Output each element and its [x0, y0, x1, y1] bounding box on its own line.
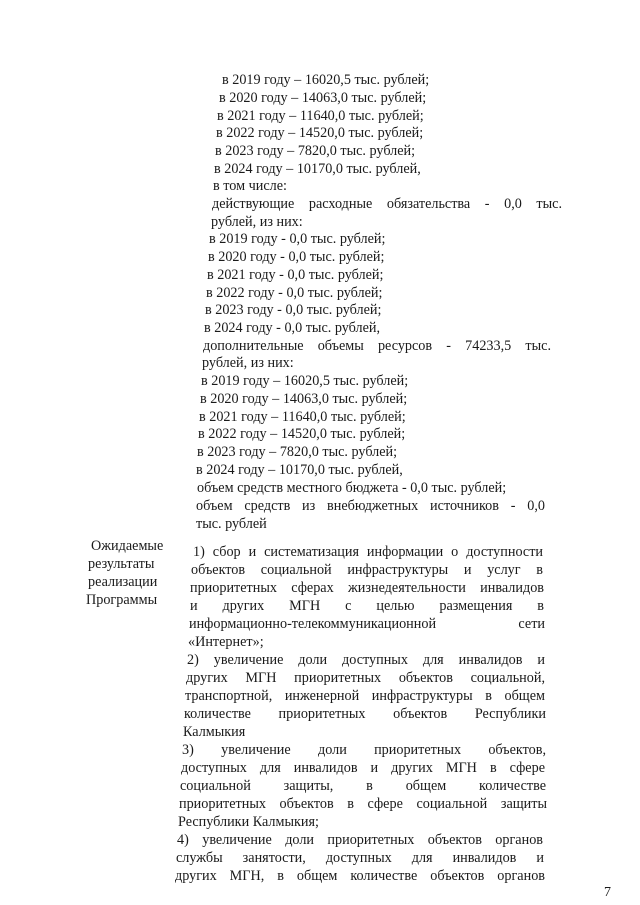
results-text-line: и других МГН с целью размещения в — [190, 598, 544, 614]
results-text-line: социальной защиты, в общем количестве — [180, 778, 546, 794]
section-label-line: Программы — [86, 592, 158, 608]
page-number: 7 — [604, 885, 611, 900]
funding-text-line: в 2020 году – 14063,0 тыс. рублей; — [200, 391, 408, 407]
funding-text-line: рублей, из них: — [211, 214, 303, 230]
results-text-line: объектов социальной инфраструктуры и услуг в — [191, 562, 543, 578]
funding-text-line: в том числе: — [213, 178, 287, 194]
funding-text-line: в 2022 году – 14520,0 тыс. рублей; — [198, 426, 406, 442]
results-text-line: других МГН приоритетных объектов социальной, — [186, 670, 545, 686]
results-text-line: приоритетных объектов в сфере социальной защиты — [179, 796, 547, 812]
funding-text-line: в 2022 году – 14520,0 тыс. рублей; — [216, 125, 424, 141]
section-label-line: результаты — [88, 556, 155, 572]
results-text-line: информационно-телекоммуникационной сети — [189, 616, 545, 632]
results-text-line: Республики Калмыкия; — [178, 814, 319, 830]
funding-text-line: в 2023 году – 7820,0 тыс. рублей; — [215, 143, 416, 159]
results-text-line: количестве приоритетных объектов Республики — [184, 706, 546, 722]
results-text-line: транспортной, инженерной инфраструктуры в общем — [185, 688, 545, 704]
funding-text-line: в 2019 году – 16020,5 тыс. рублей; — [222, 72, 430, 88]
funding-text-line: в 2024 году - 0,0 тыс. рублей, — [204, 320, 381, 336]
results-text-line: приоритетных сферах жизнедеятельности инвалидов — [190, 580, 544, 596]
results-text-line: 2) увеличение доли доступных для инвалидов и — [187, 652, 545, 668]
section-label-line: реализации — [88, 574, 158, 590]
funding-text-line: в 2019 году – 16020,5 тыс. рублей; — [201, 373, 409, 389]
funding-text-line: в 2021 году - 0,0 тыс. рублей; — [207, 267, 384, 283]
funding-text-line: в 2020 году - 0,0 тыс. рублей; — [208, 249, 385, 265]
results-text-line: службы занятости, доступных для инвалидов и — [176, 850, 544, 866]
funding-text-line: в 2019 году - 0,0 тыс. рублей; — [209, 231, 386, 247]
funding-text-line: в 2020 году – 14063,0 тыс. рублей; — [219, 90, 427, 106]
funding-text-line: в 2022 году - 0,0 тыс. рублей; — [206, 285, 383, 301]
funding-text-line: в 2021 году – 11640,0 тыс. рублей; — [199, 409, 406, 425]
results-text-line: 1) сбор и систематизация информации о доступности — [193, 544, 543, 560]
funding-text-line: в 2023 году – 7820,0 тыс. рублей; — [197, 444, 398, 460]
funding-text-line: в 2021 году – 11640,0 тыс. рублей; — [217, 108, 424, 124]
funding-text-line: в 2024 году – 10170,0 тыс. рублей, — [196, 462, 403, 478]
section-label-line: Ожидаемые — [91, 538, 164, 554]
funding-text-line: в 2023 году - 0,0 тыс. рублей; — [205, 302, 382, 318]
funding-text-line: дополнительные объемы ресурсов - 74233,5 тыс. — [203, 338, 551, 354]
funding-text-line: рублей, из них: — [202, 355, 294, 371]
results-text-line: Калмыкия — [183, 724, 246, 740]
results-text-line: «Интернет»; — [188, 634, 264, 650]
results-text-line: других МГН, в общем количестве объектов органов — [175, 868, 545, 884]
funding-text-line: в 2024 году – 10170,0 тыс. рублей, — [214, 161, 421, 177]
funding-text-line: тыс. рублей — [196, 516, 267, 532]
funding-text-line: объем средств местного бюджета - 0,0 тыс. рублей; — [197, 480, 507, 496]
funding-text-line: объем средств из внебюджетных источников - 0,0 — [196, 498, 545, 514]
results-text-line: 3) увеличение доли приоритетных объектов, — [182, 742, 546, 758]
results-text-line: 4) увеличение доли приоритетных объектов органов — [177, 832, 543, 848]
results-text-line: доступных для инвалидов и других МГН в сфере — [181, 760, 545, 776]
funding-text-line: действующие расходные обязательства - 0,0 тыс. — [212, 196, 562, 212]
